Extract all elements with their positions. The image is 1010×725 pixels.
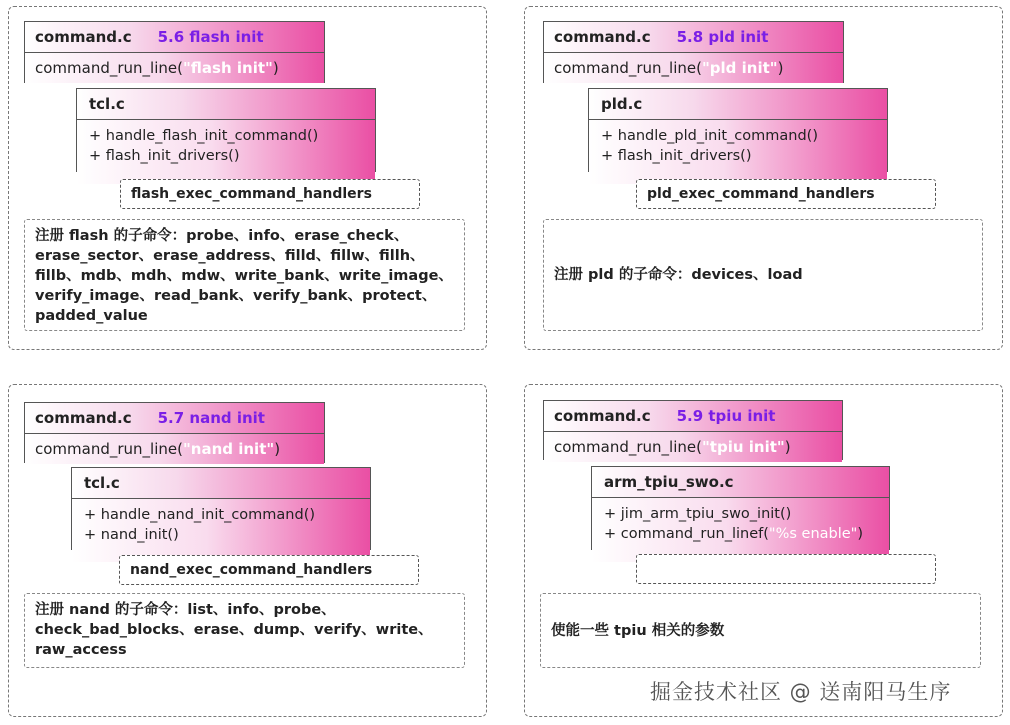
function-line: + handle_nand_init_command()	[84, 507, 316, 523]
command-file-name: command.c	[554, 407, 651, 425]
function-box-header	[589, 89, 887, 120]
function-list	[589, 120, 887, 184]
function-box-header	[72, 468, 370, 499]
function-list	[72, 499, 370, 562]
command-box-nand	[24, 402, 325, 463]
command-box-flash	[24, 21, 325, 83]
call-argument: "nand init"	[182, 440, 275, 458]
command-box-header	[544, 401, 842, 432]
command-file-name: command.c	[35, 409, 132, 427]
function-line: + nand_init()	[84, 527, 179, 543]
note-tpiu-params: 使能一些 tpiu 相关的参数	[540, 593, 981, 668]
note-flash-subcommands: 注册 flash 的子命令：probe、info、erase_check、erase_sector、erase_address、filld、fillw、fillh、fillb、mdb、mdh、mdw、write_bank、write_image、verify_image、read_bank、verify_bank、protect、padded_value	[24, 219, 465, 331]
section-label: 5.6 flash init	[157, 28, 264, 46]
call-argument: "pld init"	[701, 59, 778, 77]
function-line: + flash_init_drivers()	[601, 148, 752, 164]
section-label: 5.9 tpiu init	[676, 407, 776, 425]
section-label: 5.7 nand init	[157, 409, 265, 427]
function-file-name: arm_tpiu_swo.c	[604, 473, 734, 491]
note-nand-subcommands: 注册 nand 的子命令：list、info、probe、check_bad_blocks、erase、dump、verify、write、raw_access	[24, 593, 465, 668]
command-call: command_run_line("nand init")	[25, 434, 324, 464]
function-line: + jim_arm_tpiu_swo_init()	[604, 506, 792, 522]
command-call: command_run_line("tpiu init")	[544, 432, 842, 462]
function-line: + handle_flash_init_command()	[89, 128, 319, 144]
function-box-tcl-nand	[71, 467, 371, 550]
function-box-header	[592, 467, 889, 498]
command-file-name: command.c	[554, 28, 651, 46]
command-box-pld	[543, 21, 844, 83]
function-line: + flash_init_drivers()	[89, 148, 240, 164]
function-box-header	[77, 89, 375, 120]
watermark: 掘金技术社区 @ 送南阳马生序	[650, 680, 952, 704]
handlers-box-pld: pld_exec_command_handlers	[636, 179, 936, 209]
handlers-box-tpiu	[636, 554, 936, 584]
section-label: 5.8 pld init	[676, 28, 769, 46]
function-file-name: pld.c	[601, 95, 643, 113]
command-call: command_run_line("flash init")	[25, 53, 324, 83]
command-box-header	[25, 22, 324, 53]
function-line: + handle_pld_init_command()	[601, 128, 818, 144]
command-file-name: command.c	[35, 28, 132, 46]
function-string-arg: "%s enable"	[768, 526, 858, 542]
command-box-tpiu	[543, 400, 843, 460]
handlers-box-nand: nand_exec_command_handlers	[119, 555, 419, 585]
function-file-name: tcl.c	[89, 95, 125, 113]
function-box-pld	[588, 88, 888, 172]
call-argument: "flash init"	[182, 59, 273, 77]
note-pld-subcommands: 注册 pld 的子命令：devices、load	[543, 219, 983, 331]
function-box-tcl	[76, 88, 376, 172]
call-argument: "tpiu init"	[701, 438, 785, 456]
function-line: + command_run_linef("%s enable")	[604, 526, 864, 542]
function-list	[77, 120, 375, 184]
command-box-header	[544, 22, 843, 53]
function-box-arm-tpiu-swo	[591, 466, 890, 550]
command-box-header	[25, 403, 324, 434]
command-call: command_run_line("pld init")	[544, 53, 843, 83]
handlers-box-flash: flash_exec_command_handlers	[120, 179, 420, 209]
function-file-name: tcl.c	[84, 474, 120, 492]
function-list	[592, 498, 889, 562]
